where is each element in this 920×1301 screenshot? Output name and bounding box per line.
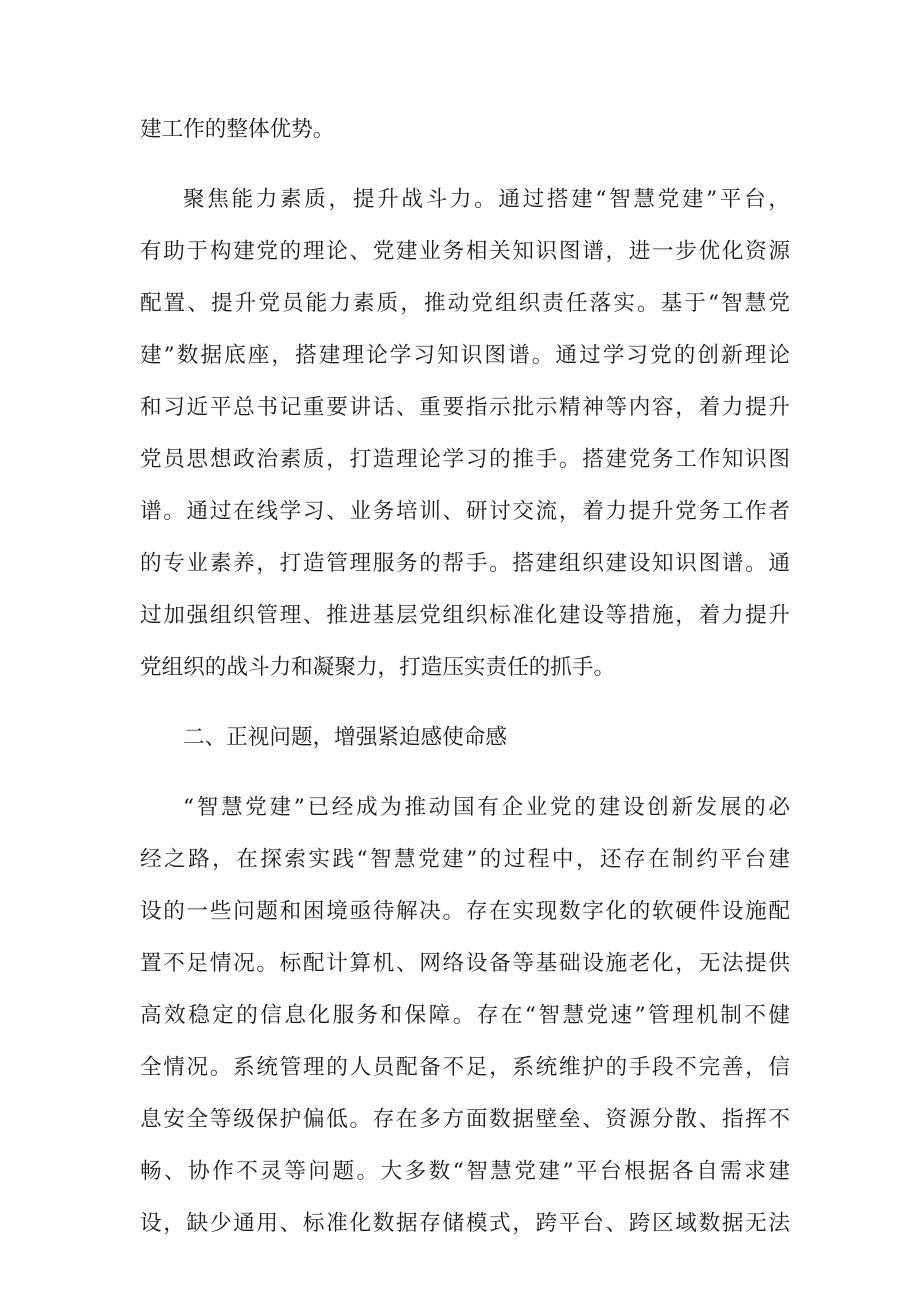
document-page bbox=[140, 104, 790, 1250]
text-line: 设，缺少通用、标准化数据存储模式，跨平台、跨区域数据无法 bbox=[140, 1211, 790, 1236]
text-line: 高效稳定的信息化服务和保障。存在“智慧党速”管理机制不健 bbox=[140, 1003, 790, 1028]
text-line: “智慧党建”已经成为推动国有企业党的建设创新发展的必 bbox=[183, 795, 790, 820]
text-line: 过加强组织管理、推进基层党组织标准化建设等措施，着力提升 bbox=[140, 603, 790, 628]
text-line: 经之路，在探索实践“智慧党建”的过程中，还存在制约平台建 bbox=[140, 847, 790, 872]
section-heading bbox=[140, 712, 790, 764]
text-line: 设的一些问题和困境亟待解决。存在实现数字化的软硬件设施配 bbox=[140, 899, 790, 924]
text-line: 党员思想政治素质，打造理论学习的推手。搭建党务工作知识图 bbox=[140, 447, 790, 472]
heading-line: 二、正视问题，增强紧迫感使命感 bbox=[183, 725, 507, 750]
text-line: 党组织的战斗力和凝聚力，打造压实责任的抓手。 bbox=[140, 655, 616, 680]
text-line: 谱。通过在线学习、业务培训、研讨交流，着力提升党务工作者 bbox=[140, 499, 790, 524]
text-line: 畅、协作不灵等问题。大多数“智慧党建”平台根据各自需求建 bbox=[140, 1159, 790, 1184]
text-line: 的专业素养，打造管理服务的帮手。搭建组织建设知识图谱。通 bbox=[140, 551, 790, 576]
text-line: 建工作的整体优势。 bbox=[140, 117, 335, 142]
text-line: 全情况。系统管理的人员配备不足，系统维护的手段不完善，信 bbox=[140, 1055, 790, 1080]
text-line: 和习近平总书记重要讲话、重要指示批示精神等内容，着力提升 bbox=[140, 395, 790, 420]
text-line: 置不足情况。标配计算机、网络设备等基础设施老化，无法提供 bbox=[140, 951, 790, 976]
paragraph-continuation bbox=[140, 104, 790, 156]
text-line: 配置、提升党员能力素质，推动党组织责任落实。基于“智慧党 bbox=[140, 291, 790, 316]
paragraph-problems bbox=[140, 782, 790, 1250]
text-line: 聚焦能力素质，提升战斗力。通过搭建“智慧党建”平台， bbox=[183, 187, 790, 212]
text-line: 有助于构建党的理论、党建业务相关知识图谱，进一步优化资源 bbox=[140, 239, 790, 264]
paragraph-capability bbox=[140, 174, 790, 694]
text-line: 息安全等级保护偏低。存在多方面数据壁垒、资源分散、指挥不 bbox=[140, 1107, 790, 1132]
text-line: 建”数据底座，搭建理论学习知识图谱。通过学习党的创新理论 bbox=[140, 343, 790, 368]
